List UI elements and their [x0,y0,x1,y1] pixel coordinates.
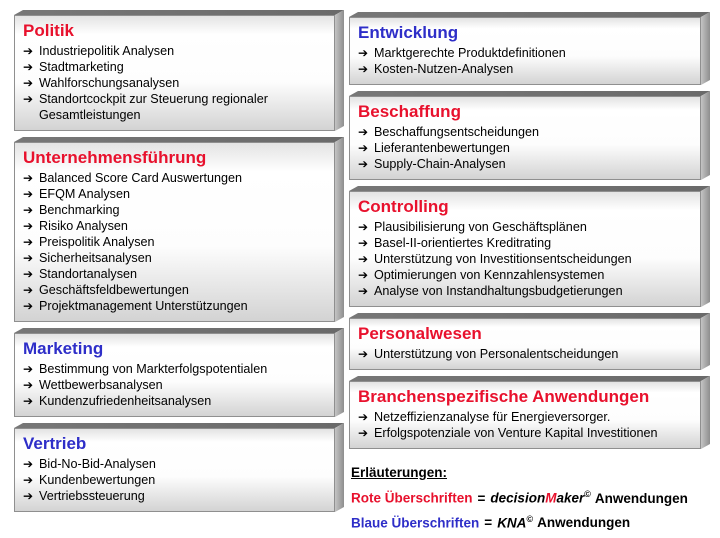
arrow-bullet-icon: ➔ [23,283,34,297]
arrow-bullet-icon: ➔ [358,141,369,155]
list-item [358,267,694,283]
list-item-label: Analyse von Instandhaltungsbudgetierungen [374,284,623,298]
list-item-label: Erfolgspotenziale von Venture Kapital Investitionen [374,426,658,440]
arrow-bullet-icon: ➔ [358,268,369,282]
arrow-bullet-icon: ➔ [358,157,369,171]
list-item [23,472,328,488]
box-branchenspezifische-face [349,381,701,449]
copyright-symbol: © [584,489,591,499]
left-column [14,10,344,520]
arrow-bullet-icon: ➔ [23,171,34,185]
box-politik [14,10,344,131]
box-marketing [14,328,344,417]
list-item-label: EFQM Analysen [39,187,130,201]
box-title-vertrieb: Vertrieb [23,434,87,453]
box-title-beschaffung: Beschaffung [358,102,461,121]
arrow-bullet-icon: ➔ [23,235,34,249]
brand-kna: KNA [497,515,527,530]
list-item [23,75,328,91]
list-item [23,282,328,298]
list-item-label: Balanced Score Card Auswertungen [39,171,243,185]
list-item [358,124,694,140]
legend-heading: Erläuterungen: [351,465,448,480]
list-item-label: Preispolitik Analysen [39,235,155,249]
list-item [23,170,328,186]
copyright-symbol: © [526,513,534,524]
list-item-label: Bid-No-Bid-Analysen [39,457,156,471]
list-item [23,202,328,218]
list-item [358,219,694,235]
box-beschaffung [349,91,710,180]
arrow-bullet-icon: ➔ [358,125,369,139]
list-item [358,409,694,425]
arrow-bullet-icon: ➔ [23,394,34,408]
box-personalwesen-face [349,318,701,370]
list-item-label: Sicherheitsanalysen [39,251,152,265]
list-item-label: Optimierungen von Kennzahlensystemen [374,268,605,282]
list-item [23,218,328,234]
arrow-bullet-icon: ➔ [23,457,34,471]
list-item-label: Kosten-Nutzen-Analysen [374,62,514,76]
list-item [23,393,328,409]
arrow-bullet-icon: ➔ [23,44,34,58]
arrow-bullet-icon: ➔ [23,299,34,313]
list-item-label: Wahlforschungsanalysen [39,76,180,90]
list-item-label: Risiko Analysen [39,219,128,233]
brand-decisionmaker-prefix: decision [490,490,546,506]
arrow-bullet-icon: ➔ [358,220,369,234]
list-item-label: Industriepolitik Analysen [39,44,175,58]
list-item-label: Vertriebssteuerung [39,489,145,503]
list-item [358,425,694,441]
list-item-label: Basel-II-orientiertes Kreditrating [374,236,552,250]
box-politik-face [14,15,335,131]
list-item-label: Unterstützung von Personalentscheidungen [374,347,619,361]
arrow-bullet-icon: ➔ [23,489,34,503]
legend [349,465,710,538]
legend-line-blue [351,514,710,531]
list-item [358,283,694,299]
legend-term-red: Rote Überschriften [351,490,473,506]
arrow-bullet-icon: ➔ [23,251,34,265]
list-item [23,250,328,266]
list-item [358,156,694,172]
arrow-bullet-icon: ➔ [358,426,369,440]
box-title-politik: Politik [23,21,75,40]
box-controlling-face [349,191,701,307]
list-item [23,43,328,59]
box-title-marketing: Marketing [23,339,104,358]
box-title-branchenspezifische: Branchenspezifische Anwendungen [358,387,650,406]
list-item-label: Wettbewerbsanalysen [39,378,163,392]
list-item-label: Kundenbewertungen [39,473,156,487]
box-personalwesen [349,313,710,370]
right-column [349,10,710,530]
box-entwicklung-face [349,17,701,85]
list-item [23,361,328,377]
box-unternehmensfuehrung [14,137,344,322]
arrow-bullet-icon: ➔ [358,252,369,266]
box-beschaffung-face [349,96,701,180]
arrow-bullet-icon: ➔ [358,410,369,424]
list-item-label: Bestimmung von Markterfolgspotentialen [39,362,268,376]
arrow-bullet-icon: ➔ [23,203,34,217]
list-item-label: Benchmarking [39,203,120,217]
arrow-bullet-icon: ➔ [23,219,34,233]
list-item [23,266,328,282]
list-item [23,59,328,75]
list-item [358,61,694,77]
arrow-bullet-icon: ➔ [23,76,34,90]
box-unternehmensfuehrung-face [14,142,335,322]
arrow-bullet-icon: ➔ [23,267,34,281]
box-branchenspezifische-anwendungen [349,376,710,449]
arrow-bullet-icon: ➔ [358,236,369,250]
list-item [358,45,694,61]
box-entwicklung [349,12,710,85]
arrow-bullet-icon: ➔ [23,473,34,487]
box-vertrieb-face [14,428,335,512]
list-item-label: Projektmanagement Unterstützungen [39,299,248,313]
box-controlling [349,186,710,307]
list-item [23,186,328,202]
equals-sign: = [477,490,486,506]
legend-suffix: Anwendungen [594,490,688,506]
list-item [23,234,328,250]
list-item-label: Kundenzufriedenheitsanalysen [39,394,212,408]
list-item [23,298,328,314]
list-item-label: Marktgerechte Produktdefinitionen [374,46,566,60]
legend-term-blue: Blaue Überschriften [351,515,480,530]
arrow-bullet-icon: ➔ [23,60,34,74]
arrow-bullet-icon: ➔ [358,347,369,361]
arrow-bullet-icon: ➔ [358,284,369,298]
arrow-bullet-icon: ➔ [358,62,369,76]
list-item-label: Standortanalysen [39,267,138,281]
box-title-entwicklung: Entwicklung [358,23,459,42]
list-item-label: Stadtmarketing [39,60,124,74]
list-item [358,235,694,251]
list-item [23,456,328,472]
list-item-label: Standortcockpit zur Steuerung regionaler Gesamtleistungen [39,92,268,122]
box-title-personalwesen: Personalwesen [358,324,482,343]
legend-suffix: Anwendungen [537,515,631,530]
box-title-controlling: Controlling [358,197,449,216]
box-marketing-face [14,333,335,417]
list-item-label: Unterstützung von Investitionsentscheidungen [374,252,632,266]
list-item-label: Lieferantenbewertungen [374,141,510,155]
list-item-label: Supply-Chain-Analysen [374,157,506,171]
box-vertrieb [14,423,344,512]
arrow-bullet-icon: ➔ [23,378,34,392]
list-item [23,91,328,123]
list-item [23,377,328,393]
arrow-bullet-icon: ➔ [23,92,34,106]
brand-decisionmaker-accent: M [545,490,557,506]
equals-sign: = [484,515,493,530]
box-title-unternehmensfuehrung: Unternehmensführung [23,148,207,167]
list-item-label: Netzeffizienzanalyse für Energieversorger. [374,410,611,424]
list-item [358,346,694,362]
legend-line-red [351,489,710,506]
arrow-bullet-icon: ➔ [358,46,369,60]
arrow-bullet-icon: ➔ [23,187,34,201]
list-item-label: Geschäftsfeldbewertungen [39,283,189,297]
list-item [358,140,694,156]
list-item [358,251,694,267]
arrow-bullet-icon: ➔ [23,362,34,376]
list-item [23,488,328,504]
list-item-label: Beschaffungsentscheidungen [374,125,540,139]
list-item-label: Plausibilisierung von Geschäftsplänen [374,220,587,234]
brand-decisionmaker-suffix: aker [556,490,585,506]
